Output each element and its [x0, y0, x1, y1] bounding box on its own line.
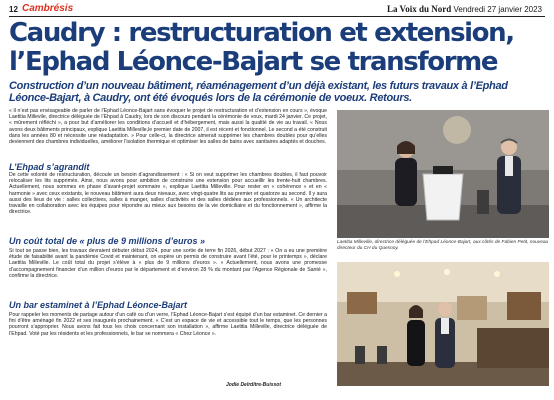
photo-bar: [337, 262, 549, 386]
issue-date: Vendredi 27 janvier 2023: [453, 5, 542, 14]
subhead-3: Un bar estaminet à l’Ephad Léonce-Bajart: [9, 300, 188, 310]
photo-caption: Laetitia Milleville, directrice déléguée de l’Ehpad Léonce-Bajart, aux côtés de Fabien Petit, nouveau directeur du CH du Quesnoy.: [337, 240, 549, 251]
body-paragraph-3: Si tout se passe bien, les travaux devraient débuter début 2024, pour une sortie de terre fin 2026, début 2027 : « On a eu une première étude de faisabilité avant la pandémie Covid et maintenant, on espère un permis de construire avant l’été, pour le printemps », déclare Laetitia Milleville. Le coût total du projet s’élève à « plus de 9 millions d’euros ». « Actuellement, nous avons une promesse d’accompagnement financier d’un million d’euros par le département et d’environ 28 % du montant par l’Agence Régionale de Santé », confirme la directrice.: [9, 248, 327, 279]
masthead: [387, 4, 542, 14]
header-rule: [9, 16, 545, 17]
photo-ceremony: [337, 110, 549, 238]
section-name: Cambrésis: [22, 3, 74, 14]
bar-illustration: [337, 262, 549, 386]
body-paragraph-4: Pour rappeler les moments de partage autour d’un café ou d’un verre, l’Ephad Léonce-Bajart s’est équipé d’un bar estaminet. Ce dernier a fini d’être aménagé fin 2022 et ses inaugurés prochainement. « C’est un espace de vie et accessible tout le temps, que les personnes pourront s’approprier. Nous avons fait tous les choix concernant son installation », affirme Laetitia Milleville, directrice déléguée de l’Ehpad. Voté par les résidents et les professionnels, le bar se nommera « Chez Léonce ».: [9, 312, 327, 337]
headline: [9, 19, 549, 77]
subhead-2: Un coût total de « plus de 9 millions d’euros »: [9, 236, 206, 246]
newspaper-name: La Voix du Nord: [386, 4, 452, 14]
subhead-1: L’Ehpad s’agrandit: [9, 162, 90, 172]
headline-line-2: l’Ephad Léonce-Bajart se transforme: [9, 47, 498, 77]
body-paragraph-1: « Il n’est pas envisageable de parler de l’Ephad Léonce-Bajart sans évoquer le projet de restructuration et d’extension en cours », évoque Laetitia Millevile, directrice déléguée de l’Ehpad à Caudry, lors de son discours pendant la cérémonie de voux, mardi 24 janvier. Ce projet, « mûrement réfléchi », a pour but d’améliorer les conditions d’accueil et d’hébergement, mais aussi la qualité de vie au travail. « Nous avons deux bâtiments principaux, explique Laetitia Milleville,le premier date de 2007, il est récent et fonctionnel. Le second a été construit dans les années 80 et nécessite une réadaptation. » Pour celle-ci, la directrice aimerait supprimer les chambres doubles pour qu’elles deviennent des chambres individuelles, améliorer l’isolation thermique et optimiser les salles de bains avec sanitaires adaptés et douches.: [9, 108, 327, 146]
article-lead: Construction d’un nouveau bâtiment, réaménagement d’un déjà existant, les futurs travaux à l’Ephad Léonce-Bajart, à Caudry, ont été évoqués lors de la cérémonie de voeux. Retours.: [9, 80, 508, 104]
ceremony-illustration: [337, 110, 549, 238]
author-signature: Jodie Delrditre-Buissot: [226, 382, 282, 388]
body-paragraph-2: De cette volonté de restructuration, découle un besoin d’agrandissement : « Si on veut supprimer les chambres doubles, il faut pouvoir relocaliser les lits supprimés. Ainsi, nous avons pour ambition de construire une extension pour accueillir les trente-huit chambres. Actuellement, nous sommes en phase d’avant-projet sommaire », explique Laetitia Milleville. Pour rester en « cohérence » et en « harmonie » avec ceux existants, le nouveau bâtiment aura deux niveaux, avec vingt-quatre lits au premier et quatorze au second. Il y aura aussi des lieux de vie : salles collectives, salles à manger, salles d’activités et des salles dédiées aux professionnels. « Un architecte travaille en collaboration avec les équipes pour répondre au mieux aux besoins de la vie domiciliaire et du fonctionnement », affirme la directrice.: [9, 172, 327, 216]
page-number: 12: [9, 5, 18, 14]
headline-line-1: Caudry : restructuration et extension,: [9, 18, 514, 48]
